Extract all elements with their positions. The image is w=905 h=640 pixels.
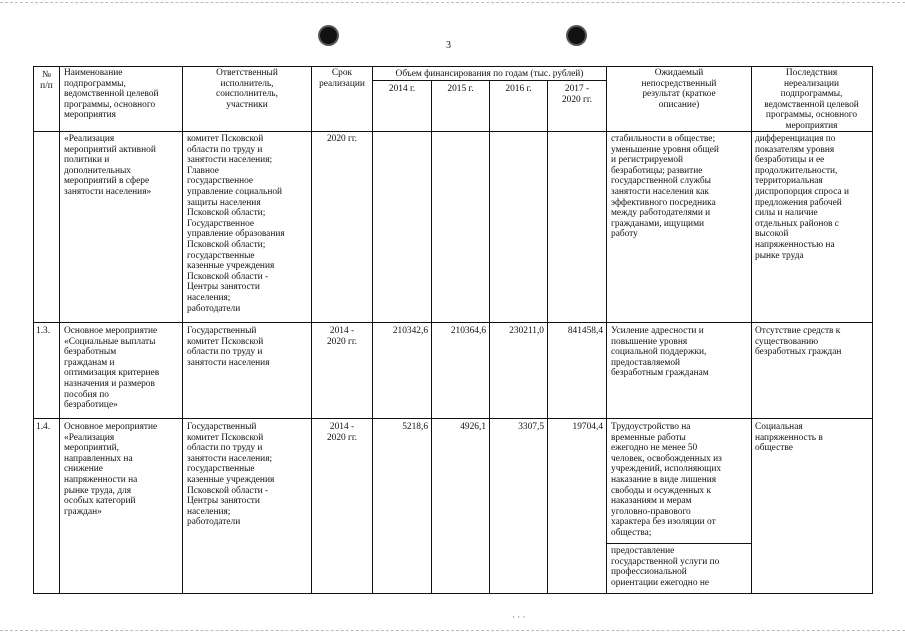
header-2015: 2015 г. [447, 84, 474, 94]
row0-result: стабильности в обществе; уменьшение уровня общей и регистрируемой безработицы; развитие государственной службы занятости населения как эффективного посредника между работодателями и гражданами, ищущими работу [611, 134, 719, 240]
punch-hole-right [568, 27, 585, 44]
row1-2016: 230211,0 [509, 326, 544, 336]
header-2016: 2016 г. [505, 84, 532, 94]
row2-2014: 5218,6 [402, 422, 428, 432]
header-result: Ожидаемый непосредственный результат (краткое описание) [641, 68, 717, 110]
header-2017-2020: 2017 - 2020 гг. [561, 84, 593, 105]
header-2014: 2014 г. [388, 84, 416, 94]
row1-2017-2020: 841458,4 [567, 326, 603, 336]
scan-edge-bottom [0, 630, 905, 631]
row0-term: 2020 гг. [326, 134, 358, 144]
row2-2015: 4926,1 [460, 422, 486, 432]
row1-name: Основное мероприятие «Социальные выплаты безработным гражданам и оптимизация критериев назначения и размеров пособия по безработице» [64, 326, 160, 411]
header-term: Срок реализации [319, 68, 365, 89]
row1-executor: Государственный комитет Псковской области по труду и занятости населения [187, 326, 270, 368]
row2-num: 1.4. [36, 422, 51, 432]
row1-2014: 210342,6 [392, 326, 428, 336]
header-funding: Объем финансирования по годам (тыс. рублей) [395, 69, 584, 79]
page-number: 3 [446, 40, 451, 51]
row0-consequences: дифференциация по показателям уровня безработицы и ее продолжительности, территориальная диспропорция спроса и предложения рабочей силы и наличие отдельных районов с высокой напряженностью на рынке труда [755, 134, 850, 261]
row1-2015: 210364,6 [450, 326, 486, 336]
row2-result: Трудоустройство на временные работы ежегодно не менее 50 человек, освобожденных из учреждений, исполняющих наказание в виде лишения свободы и осужденных к наказаниям и мерам уголовно-правового характера без изоляции от общества; [611, 422, 722, 538]
row2-2016: 3307,5 [518, 422, 544, 432]
row1-consequences: Отсутствие средств к существованию безработных граждан [755, 326, 842, 358]
row2-result-extra: предоставление государственной услуги по профессиональной ориентации ежегодно не [611, 546, 720, 588]
scan-edge-top [0, 2, 905, 3]
row2-2017-2020: 19704,4 [572, 422, 603, 432]
row1-num: 1.3. [36, 326, 51, 336]
header-consequences: Последствия нереализации подпрограммы, ведомственной целевой программы, основного мероприятия [764, 68, 859, 131]
row2-consequences: Социальная напряженность в обществе [755, 422, 823, 454]
row1-result: Усиление адресности и повышение уровня социальной поддержки, предоставляемой безработным гражданам [611, 326, 709, 379]
header-executor: Ответственный исполнитель, соисполнитель, участники [216, 68, 278, 110]
row0-name: «Реализация мероприятий активной политики и дополнительных мероприятий в сфере занятости населения» [64, 134, 156, 197]
row2-executor: Государственный комитет Псковской области по труду и занятости населения; государственные казенные учреждения Псковской области - Центры занятости населения; работодатели [187, 422, 275, 528]
row2-name: Основное мероприятие «Реализация мероприятий, направленных на снижение напряженности на рынке труда, для особых категорий граждан» [64, 422, 158, 517]
row2-term: 2014 - 2020 гг. [326, 422, 358, 443]
row0-executor: комитет Псковской области по труду и занятости населения; Главное государственное управление социальной защиты населения Псковской области; Государственное управление образования Псковской области; государственные казенные учреждения Псковской области - Центры занятости населения; работодатели [187, 134, 285, 314]
scan-speck: · · · [512, 612, 526, 622]
header-num: № п/п [40, 70, 53, 91]
punch-hole-left [320, 27, 337, 44]
header-name: Наименование подпрограммы, ведомственной целевой программы, основного мероприятия [64, 68, 159, 121]
row1-term: 2014 - 2020 гг. [326, 326, 358, 347]
